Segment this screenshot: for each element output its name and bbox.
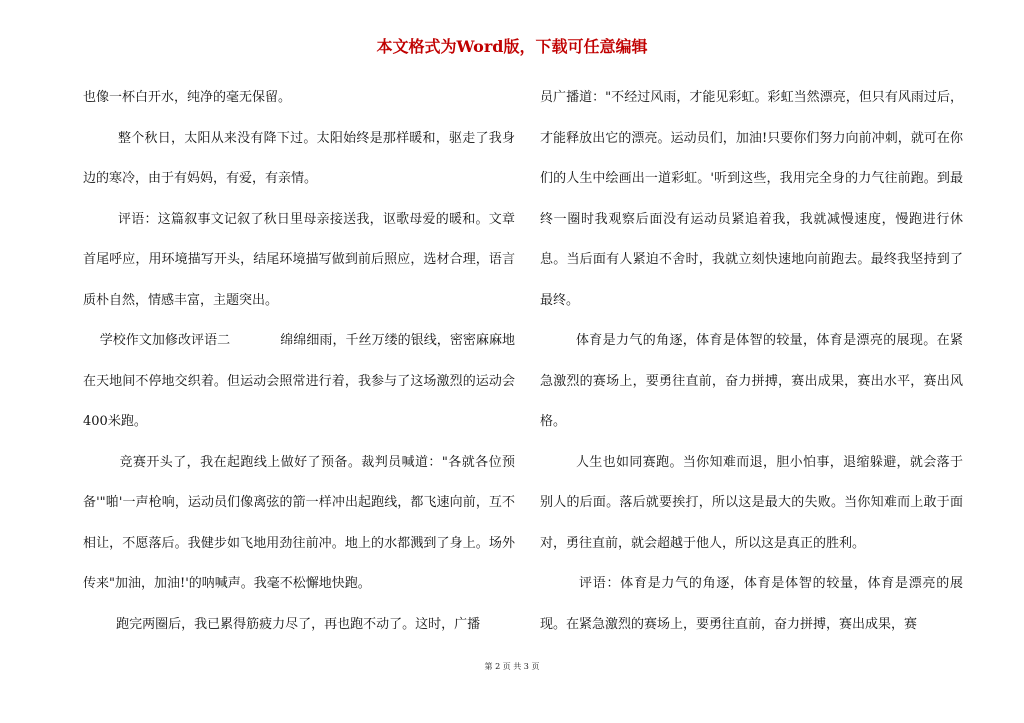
paragraph: 整个秋日，太阳从来没有降下过。太阳始终是那样暖和，驱走了我身边的寒冷，由于有妈妈，有爱，有亲情。 [83, 130, 515, 186]
right-column [540, 78, 963, 645]
paragraph: 也像一杯白开水，纯净的毫无保留。 [83, 90, 292, 105]
paragraph: 评语：体育是力气的角逐，体育是体智的较量，体育是漂亮的展现。在紧急激烈的赛场上，要勇往直前，奋力拼搏，赛出成果，赛 [540, 576, 963, 632]
document-banner: 本文格式为Word版，下载可任意编辑 [376, 37, 648, 56]
paragraph: 跑完两圈后，我已累得筋疲力尽了，再也跑不动了。这时，广播 [83, 616, 481, 632]
paragraph: 评语：这篇叙事文记叙了秋日里母亲接送我，讴歌母爱的暖和。文章首尾呼应，用环境描写开头，结尾环境描写做到前后照应，选材合理，语言质朴自然，情感丰富，主题突出。 [83, 211, 515, 308]
left-column [83, 78, 515, 645]
paragraph: 竞赛开头了，我在起跑线上做好了预备。裁判员喊道："各就各位预备'"啪'一声枪响，运动员们像离弦的箭一样冲出起跑线，都飞速向前，互不相让，不愿落后。我健步如飞地用劲往前冲。地上的水都溅到了身上。场外传来"加油，加油!'的呐喊声。我毫不松懈地快跑。 [83, 454, 515, 591]
page-number: 第 2 页 共 3 页 [484, 662, 540, 671]
paragraph: 员广播道："不经过风雨，才能见彩虹。彩虹当然漂亮，但只有风雨过后，才能释放出它的漂亮。运动员们，加油!只要你们努力向前冲刺，就可在你们的人生中绘画出一道彩虹。'听到这些，我用完全身的力气往前跑。到最终一圈时我观察后面没有运动员紧追着我，我就减慢速度，慢跑进行休息。当后面有人紧迫不舍时，我就立刻快速地向前跑去。最终我坚持到了最终。 [540, 90, 963, 308]
paragraph: 人生也如同赛跑。当你知难而退，胆小怕事，退缩躲避，就会落于别人的后面。落后就要挨打，所以这是最大的失败。当你知难而上敢于面对，勇往直前，就会超越于他人，所以这是真正的胜利。 [540, 454, 963, 551]
paragraph: 体育是力气的角逐，体育是体智的较量，体育是漂亮的展现。在紧急激烈的赛场上，要勇往直前，奋力拼搏，赛出成果，赛出水平，赛出风格。 [540, 333, 963, 429]
paragraph: 学校作文加修改评语二 绵绵细雨，千丝万缕的银线，密密麻麻地在天地间不停地交织着。但运动会照常进行着，我参与了这场激烈的运动会400米跑。 [83, 333, 516, 429]
